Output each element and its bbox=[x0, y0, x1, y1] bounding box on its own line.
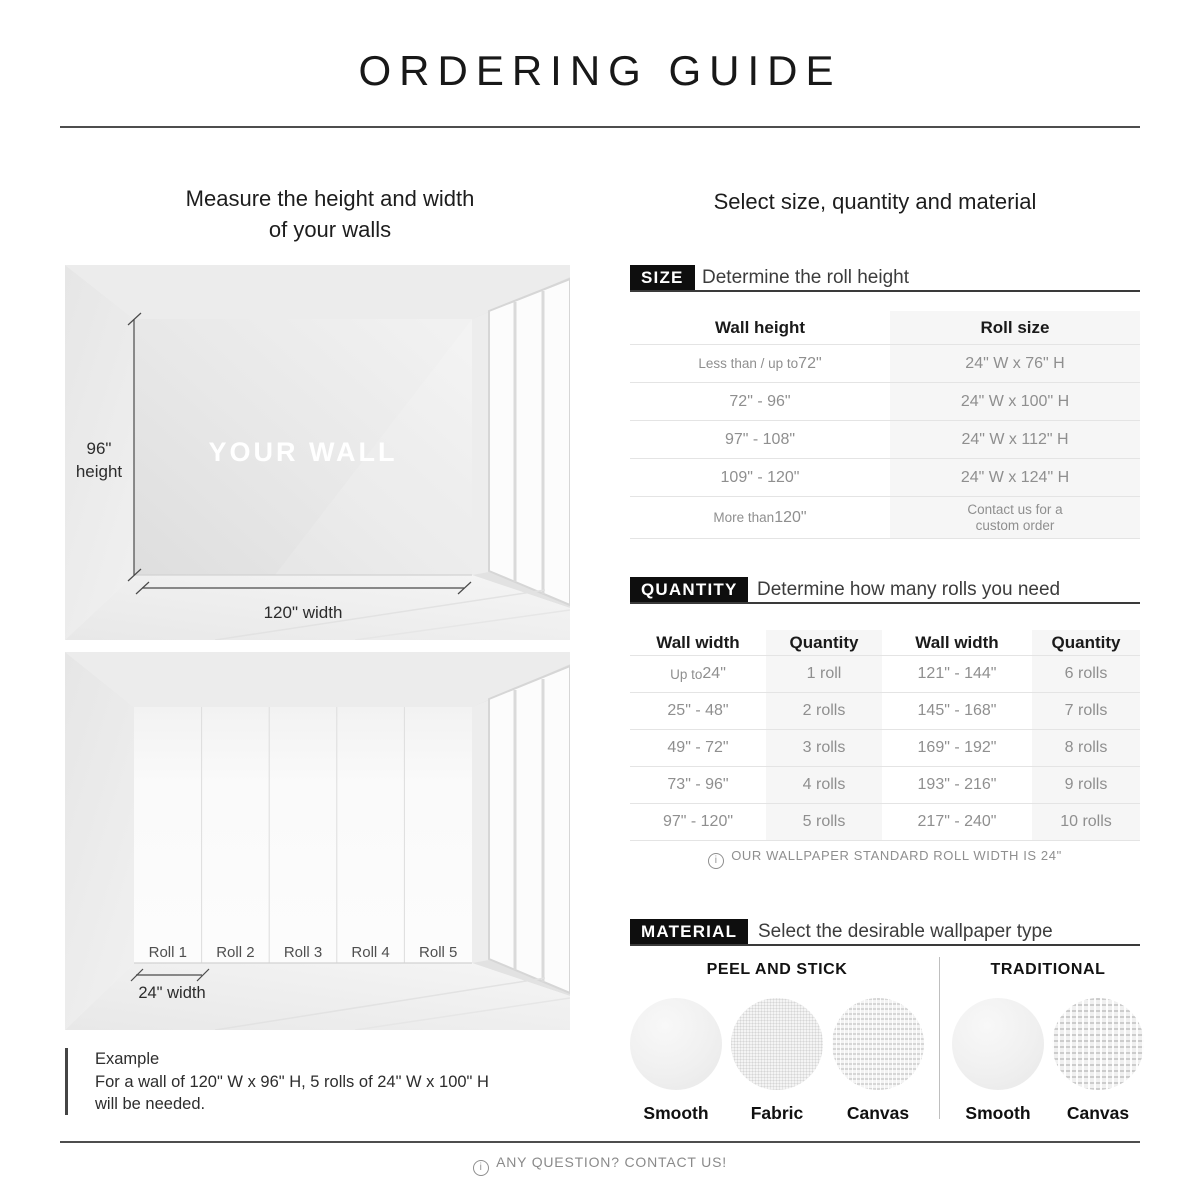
table-row bbox=[630, 459, 1140, 497]
quantity-cell: 3 rolls bbox=[766, 730, 882, 766]
wall-width-cell bbox=[630, 656, 766, 692]
quantity-cell: 5 rolls bbox=[766, 804, 882, 840]
swatch-label: Smooth bbox=[965, 1103, 1031, 1123]
material-option-fabric[interactable] bbox=[731, 998, 823, 1124]
example-line1: For a wall of 120" W x 96" H, 5 rolls of 24" W x 100" H bbox=[95, 1073, 489, 1091]
column-header-quantity: Quantity bbox=[766, 630, 882, 655]
note-text: OUR WALLPAPER STANDARD ROLL WIDTH IS 24" bbox=[731, 848, 1062, 863]
table-row bbox=[630, 767, 1140, 804]
wall-width-cell: 193" - 216" bbox=[917, 776, 997, 793]
info-icon-glyph: i bbox=[479, 1162, 483, 1173]
table-row bbox=[630, 497, 1140, 539]
roll-layout-illustration bbox=[65, 652, 570, 1030]
wall-height-cell: 97" - 108" bbox=[724, 430, 796, 448]
wall-width-cell: 121" - 144" bbox=[917, 665, 997, 682]
quantity-cell: 8 rolls bbox=[1032, 730, 1140, 766]
smooth-texture-swatch[interactable] bbox=[630, 998, 722, 1090]
your-wall-label: YOUR WALL bbox=[208, 437, 398, 467]
quantity-cell: 9 rolls bbox=[1032, 767, 1140, 803]
info-icon bbox=[473, 1160, 489, 1176]
size-section-rule bbox=[630, 290, 1140, 292]
wall-height-cell: 72" - 96" bbox=[729, 392, 791, 410]
roll-panel-label: Roll 4 bbox=[351, 944, 390, 961]
wall-height-cell bbox=[630, 497, 890, 538]
height-dimension-value: 96" bbox=[86, 439, 112, 458]
swatch-label: Smooth bbox=[643, 1103, 709, 1123]
swatch-row bbox=[630, 998, 924, 1124]
roll-width-label: 24" width bbox=[138, 984, 206, 1002]
header-divider bbox=[60, 126, 1140, 128]
wall-width-cell: 49" - 72" bbox=[667, 739, 729, 756]
table-row bbox=[630, 656, 1140, 693]
column-header-wall-height: Wall height bbox=[714, 317, 806, 337]
roll-size-cell: 24" W x 124" H bbox=[890, 459, 1140, 496]
wall-width-cell: 97" - 120" bbox=[662, 813, 734, 830]
info-icon-glyph: i bbox=[714, 855, 718, 866]
material-groups-divider bbox=[939, 957, 940, 1119]
footer-divider bbox=[60, 1141, 1140, 1143]
cell-prefix: Up to bbox=[670, 666, 703, 682]
quantity-cell: 6 rolls bbox=[1032, 656, 1140, 692]
roll-panel-label: Roll 3 bbox=[283, 944, 323, 961]
quantity-cell: 2 rolls bbox=[766, 693, 882, 729]
window-frame-column bbox=[472, 700, 489, 963]
quantity-cell: 7 rolls bbox=[1032, 693, 1140, 729]
column-header-wall-width: Wall width bbox=[656, 632, 740, 652]
roll-size-cell: 24" W x 112" H bbox=[890, 421, 1140, 458]
material-group-name: TRADITIONAL bbox=[990, 961, 1106, 978]
left-heading-line2: of your walls bbox=[268, 217, 392, 242]
window-panes bbox=[489, 666, 570, 993]
info-icon bbox=[708, 853, 724, 869]
column-header-roll-size: Roll size bbox=[890, 311, 1140, 344]
swatch-row bbox=[952, 998, 1144, 1124]
roll-panel-label: Roll 5 bbox=[419, 944, 458, 961]
swatch-label: Canvas bbox=[1066, 1103, 1130, 1123]
wall-width-cell: 145" - 168" bbox=[917, 702, 997, 719]
table-row bbox=[630, 730, 1140, 767]
swatch-label: Canvas bbox=[846, 1103, 910, 1123]
quantity-section-badge: QUANTITY bbox=[630, 577, 748, 603]
wall-width-cell: 217" - 240" bbox=[917, 813, 997, 830]
roll-panel-label: Roll 2 bbox=[216, 944, 255, 961]
wallpaper-panels bbox=[134, 707, 472, 963]
width-dimension-label: 120" width bbox=[263, 603, 343, 622]
material-group-name: PEEL AND STICK bbox=[706, 961, 848, 978]
left-column-heading bbox=[65, 183, 595, 245]
size-section-title: Determine the roll height bbox=[702, 267, 909, 288]
roll-size-cell bbox=[890, 497, 1140, 538]
roll-quantity-table bbox=[630, 630, 1140, 841]
material-section-title: Select the desirable wallpaper type bbox=[758, 921, 1053, 942]
material-option-canvas[interactable] bbox=[832, 998, 924, 1124]
wall-width-cell: 169" - 192" bbox=[917, 739, 997, 756]
canvas-texture-swatch[interactable] bbox=[832, 998, 924, 1090]
wall-width-cell: 25" - 48" bbox=[667, 702, 729, 719]
wall-height-cell bbox=[630, 345, 890, 382]
size-section-badge: SIZE bbox=[630, 265, 695, 291]
wall-width-cell: 73" - 96" bbox=[667, 776, 729, 793]
material-option-smooth[interactable] bbox=[952, 998, 1044, 1124]
example-line2: will be needed. bbox=[95, 1095, 206, 1113]
roll-size-cell: 24" W x 100" H bbox=[890, 383, 1140, 420]
cell-value: 72" bbox=[798, 354, 822, 372]
example-note bbox=[65, 1048, 489, 1115]
table-row bbox=[630, 383, 1140, 421]
quantity-cell: 4 rolls bbox=[766, 767, 882, 803]
custom-order-line1: Contact us for a bbox=[967, 501, 1063, 517]
quantity-section-rule bbox=[630, 602, 1140, 604]
cell-prefix: More than bbox=[713, 510, 775, 525]
material-option-smooth[interactable] bbox=[630, 998, 722, 1124]
height-dimension-word: height bbox=[75, 462, 123, 481]
material-group-peel-and-stick bbox=[630, 961, 924, 1124]
page-title: ORDERING GUIDE bbox=[358, 47, 842, 94]
example-title: Example bbox=[95, 1050, 160, 1068]
left-heading-line1: Measure the height and width bbox=[185, 186, 475, 211]
quantity-cell: 10 rolls bbox=[1032, 804, 1140, 840]
standard-roll-width-note bbox=[630, 848, 1140, 869]
custom-order-line2: custom order bbox=[975, 517, 1055, 533]
quantity-section-title: Determine how many rolls you need bbox=[757, 579, 1061, 600]
table-row bbox=[630, 345, 1140, 383]
window-frame-column bbox=[472, 312, 489, 575]
cell-prefix: Less than / up to bbox=[698, 356, 799, 371]
roll-height-table bbox=[630, 311, 1140, 539]
table-header-row bbox=[630, 630, 1140, 656]
measured-room-illustration bbox=[65, 265, 570, 640]
swatch-label: Fabric bbox=[750, 1103, 804, 1123]
roll-size-cell: 24" W x 76" H bbox=[890, 345, 1140, 382]
table-header-row bbox=[630, 311, 1140, 345]
right-column-heading: Select size, quantity and material bbox=[713, 189, 1037, 214]
table-row bbox=[630, 804, 1140, 841]
footer-contact-text[interactable]: ANY QUESTION? CONTACT US! bbox=[496, 1154, 727, 1170]
table-row bbox=[630, 421, 1140, 459]
smooth-texture-swatch[interactable] bbox=[952, 998, 1044, 1090]
wall-height-cell: 109" - 120" bbox=[720, 468, 800, 486]
material-option-canvas[interactable] bbox=[1052, 998, 1144, 1124]
material-group-traditional bbox=[952, 961, 1144, 1124]
footer-contact[interactable] bbox=[0, 1154, 1200, 1176]
canvas-texture-swatch[interactable] bbox=[1052, 998, 1144, 1090]
column-header-quantity: Quantity bbox=[1032, 630, 1140, 655]
cell-value: 24" bbox=[702, 665, 726, 682]
material-section-badge: MATERIAL bbox=[630, 919, 748, 945]
fabric-texture-swatch[interactable] bbox=[731, 998, 823, 1090]
table-row bbox=[630, 693, 1140, 730]
column-header-wall-width: Wall width bbox=[915, 632, 999, 652]
material-section-rule bbox=[630, 944, 1140, 946]
roll-panel-label: Roll 1 bbox=[148, 944, 187, 961]
quantity-cell: 1 roll bbox=[766, 656, 882, 692]
window-panes bbox=[489, 279, 570, 605]
cell-value: 120" bbox=[774, 508, 807, 526]
